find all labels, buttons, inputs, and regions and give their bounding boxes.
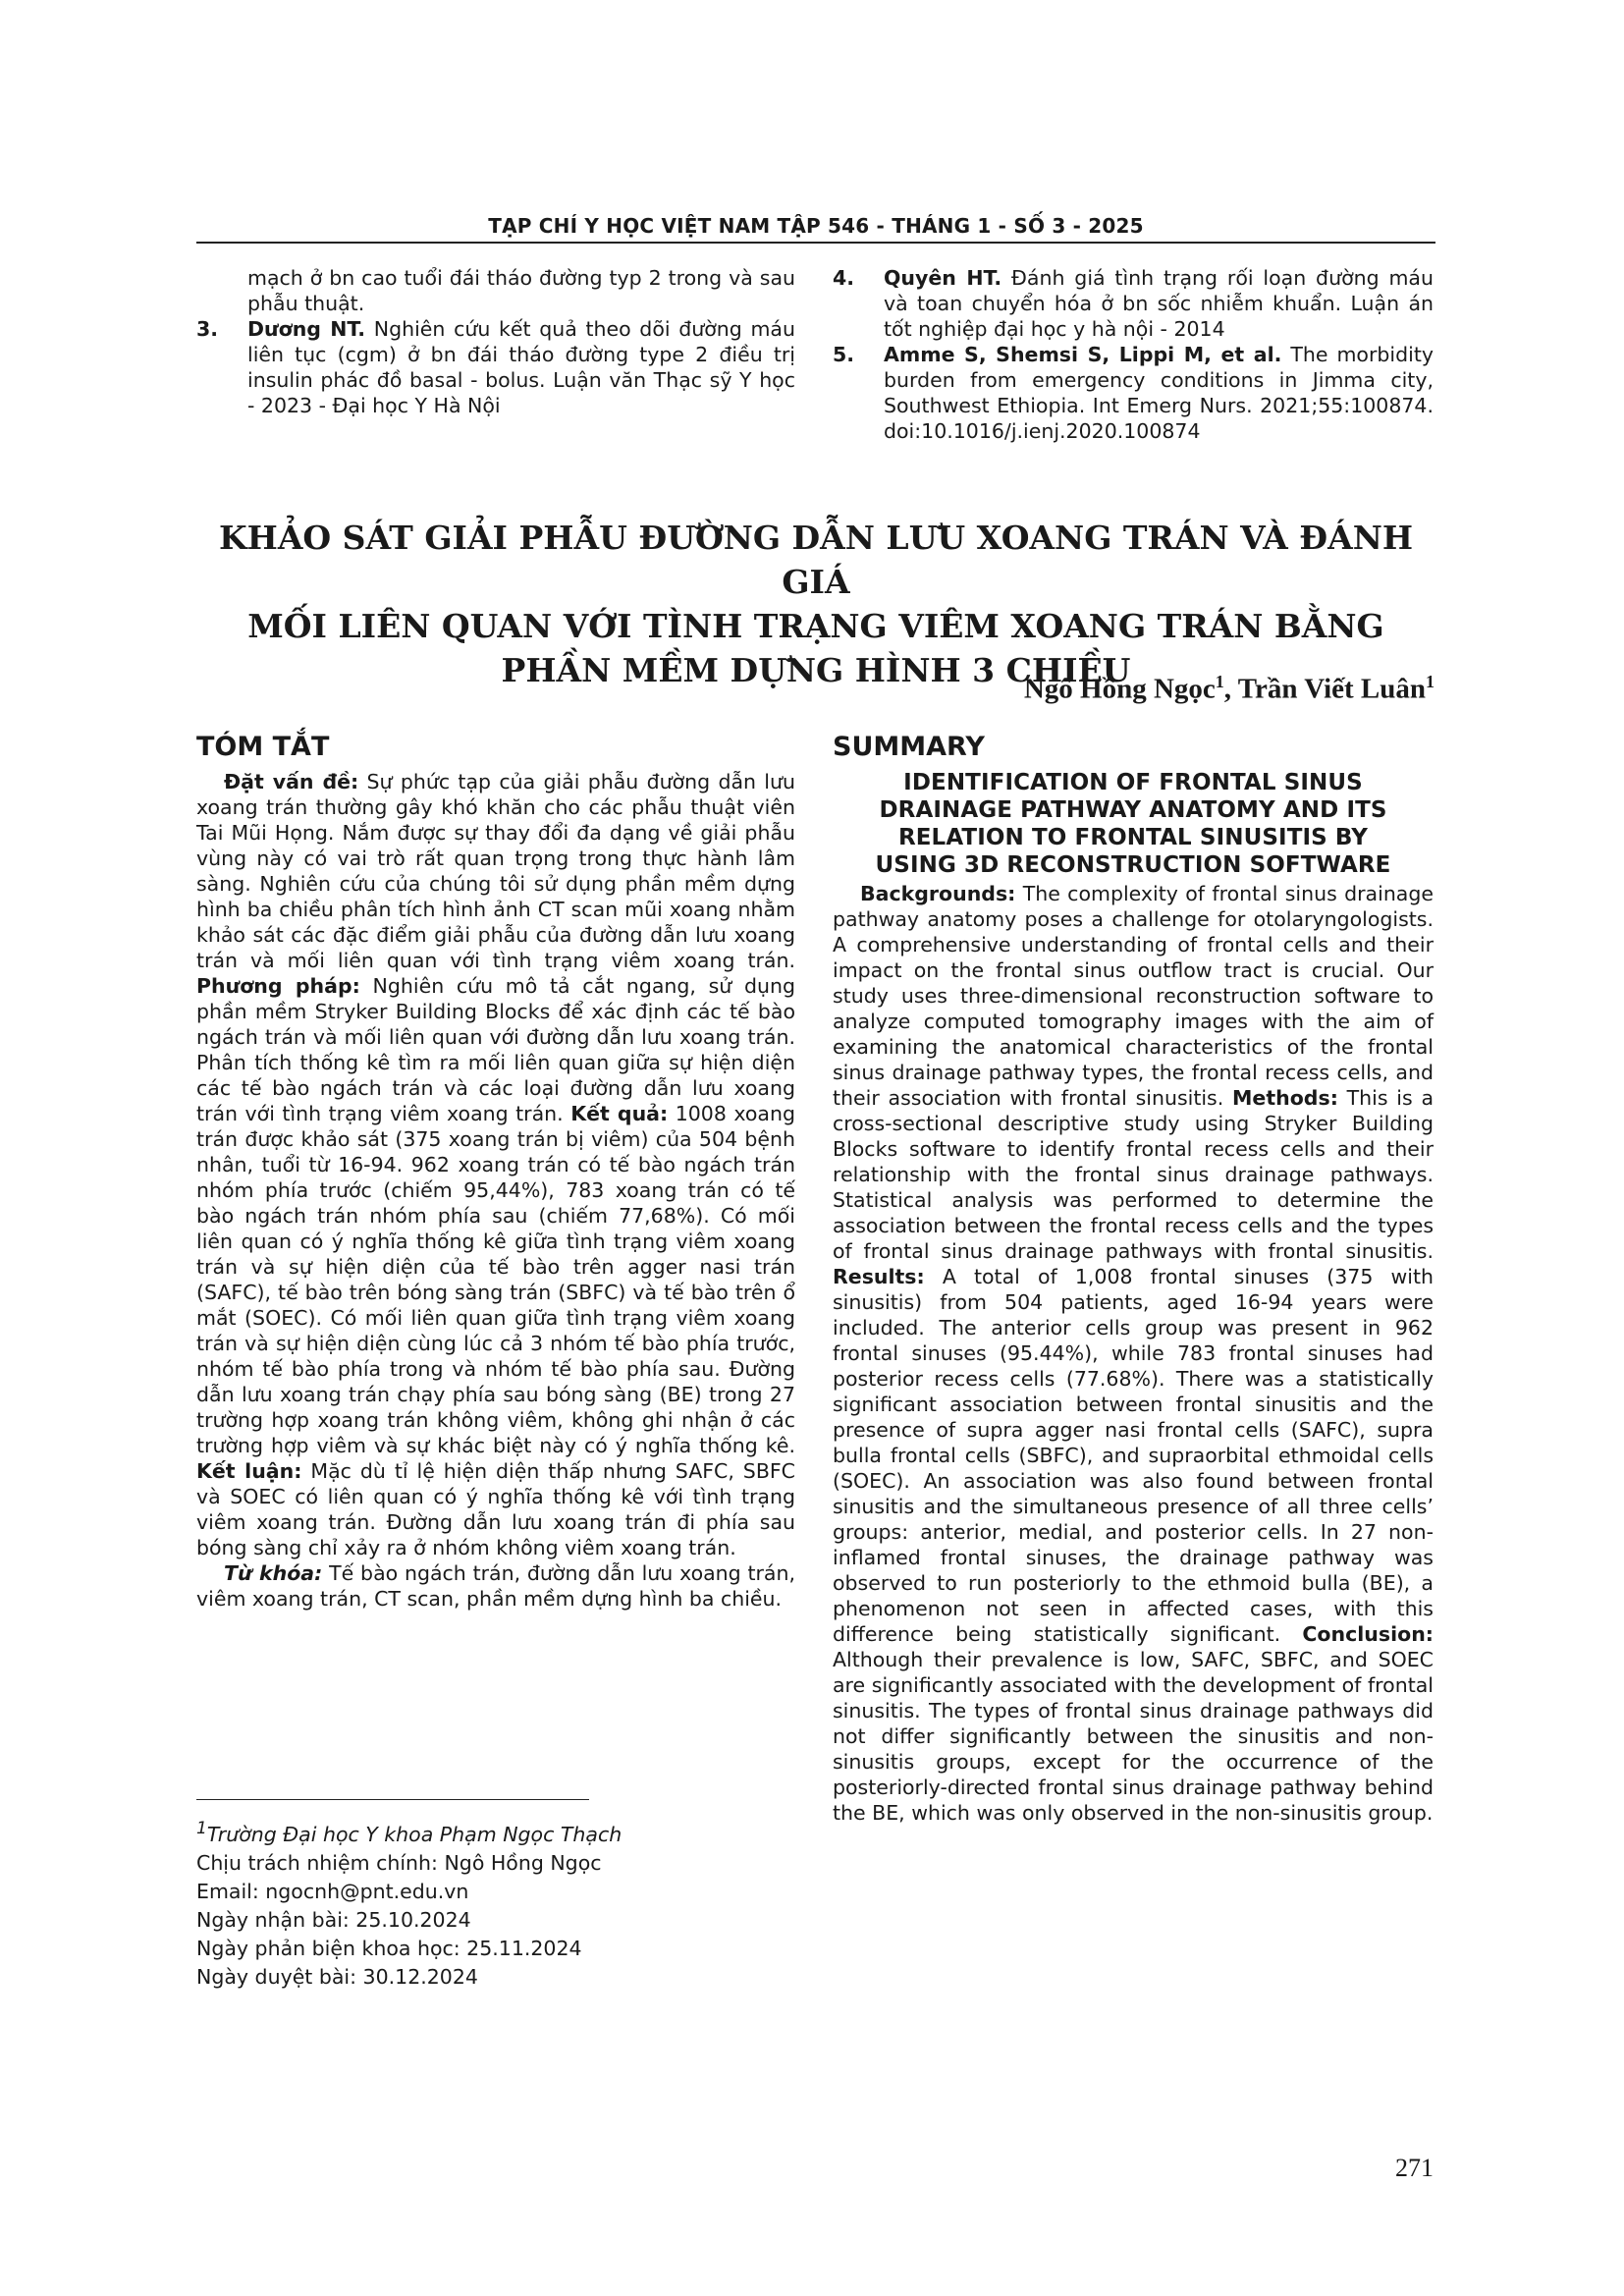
footnote-rule (196, 1799, 589, 1800)
label-conclusion: Kết luận: (196, 1459, 302, 1483)
title-line: PHẦN MỀM DỰNG HÌNH 3 CHIỀU (501, 651, 1131, 689)
affiliation-marker: 1 (1215, 672, 1224, 691)
review-date: Ngày phản biện khoa học: 25.11.2024 (196, 1936, 582, 1960)
abstract-text: Sự phức tạp của giải phẫu đường dẫn lưu xoang trán thường gây khó khăn cho các phẫu thuật viên Tai Mũi Họng. Nắm được sự thay đổi đa dạng về giải phẫu vùng này có vai trò rất quan trọng trong thực hành lâm sàng. Nghiên cứu của chúng tôi sử dụng phần mềm dựng hình ba chiều phân tích hình ảnh CT scan mũi xoang nhằm khảo sát các đặc điểm giải phẫu của đường dẫn lưu xoang trán và mối liên quan với tình trạng viêm xoang trán. (196, 770, 795, 972)
reference-item (196, 265, 795, 316)
summary-text: A total of 1,008 frontal sinuses (375 with sinusitis) from 504 patients, aged 16-94 years were included. The anterior cells group was present in 962 frontal sinuses (95.44%), while 783 frontal sinuses had posterior recess cells (77.68%). There was a statistically significant association between frontal sinusitis and the presence of supra agger nasi frontal cells (SAFC), supra bulla frontal cells (SBFC), and supraorbital ethmoidal cells (SOEC). An association was also found between frontal sinusitis and the simultaneous presence of all three cells’ groups: anterior, medial, and posterior cells. In 27 non-inflamed frontal sinuses, the drainage pathway was observed to run posteriorly to the ethmoid bulla (BE), a phenomenon not seen in affected cases, with this difference being statistically significant. (833, 1265, 1434, 1646)
corresponding-author: Chịu trách nhiệm chính: Ngô Hồng Ngọc (196, 1850, 602, 1875)
english-title (833, 769, 1434, 879)
label-results: Results: (833, 1265, 925, 1288)
reference-number: 5. (833, 343, 855, 366)
footnotes (196, 1815, 795, 1992)
header-rule (196, 242, 1435, 244)
affiliation-marker: 1 (1426, 672, 1435, 691)
reference-item (196, 316, 795, 418)
author-separator: , (1223, 673, 1238, 705)
label-results: Kết quả: (570, 1102, 669, 1125)
section-heading: TÓM TẮT (196, 732, 330, 762)
label-methods: Phương pháp: (196, 974, 360, 998)
label-keywords: Từ khóa: (224, 1561, 323, 1585)
vietnamese-abstract (196, 732, 795, 1612)
english-title-line: DRAINAGE PATHWAY ANATOMY AND ITS (879, 797, 1387, 823)
title-line: KHẢO SÁT GIẢI PHẪU ĐƯỜNG DẪN LƯU XOANG TRÁN VÀ ĐÁNH GIÁ (218, 519, 1414, 601)
reference-author: Dương NT. (247, 317, 366, 341)
reference-text: The morbidity burden from emergency conditions in Jimma city, Southwest Ethiopia. Int Emerg Nurs. 2021;55:100874. doi:10.1016/j.ienj.2020.100874 (884, 343, 1434, 443)
section-heading: SUMMARY (833, 732, 985, 762)
reference-item (833, 265, 1434, 342)
affiliation-note (196, 1815, 795, 1849)
article-title (196, 516, 1435, 692)
author-name: Trần Viết Luân (1237, 673, 1426, 705)
keywords (196, 1560, 795, 1612)
label-background: Đặt vấn đề: (224, 770, 359, 793)
summary-text: Although their prevalence is low, SAFC, SBFC, and SOEC are significantly associated with the development of frontal sinusitis. The types of frontal sinus drainage pathways did not differ significantly between the sinusitis and non-sinusitis groups, except for the occurrence of the posteriorly-directed frontal sinus drainage pathway behind the BE, which was only observed in the non-sinusitis group. (833, 1648, 1434, 1825)
author-name: Ngô Hồng Ngọc (1023, 673, 1216, 705)
english-title-line: RELATION TO FRONTAL SINUSITIS BY (897, 825, 1369, 850)
title-line: MỐI LIÊN QUAN VỚI TÌNH TRẠNG VIÊM XOANG TRÁN BẰNG (247, 607, 1384, 645)
reference-number: 3. (196, 317, 219, 341)
label-methods: Methods: (1232, 1086, 1338, 1110)
label-backgrounds: Backgrounds: (860, 882, 1016, 905)
summary-text: The complexity of frontal sinus drainage pathway anatomy poses a challenge for otolaryngologists. A comprehensive understanding of frontal cells and their impact on the frontal sinus outflow tract is crucial. Our study uses three-dimensional reconstruction software to analyze computed tomography images with the aim of examining the anatomical characteristics of the frontal sinus drainage pathway types, the frontal recess cells, and their association with frontal sinusitis. (833, 882, 1434, 1110)
abstract-text: 1008 xoang trán được khảo sát (375 xoang trán bị viêm) của 504 bệnh nhân, tuổi từ 16-94. 962 xoang trán có tế bào ngách trán nhóm phía trước (chiếm 95,44%), 783 xoang trán có tế bào ngách trán nhóm phía sau (chiếm 77,68%). Có mối liên quan có ý nghĩa thống kê giữa tình trạng viêm xoang trán và sự hiện diện của tế bào trên agger nasi trán (SAFC), tế bào trên bóng sàng trán (SBFC) và tế bào trên ổ mắt (SOEC). Có mối liên quan giữa tình trạng viêm xoang trán và sự hiện diện cùng lúc cả 3 nhóm tế bào phía trước, nhóm tế bào phía trong và nhóm tế bào phía sau. Đường dẫn lưu xoang trán chạy phía sau bóng sàng (BE) trong 27 trường hợp xoang trán không viêm, không ghi nhận ở các trường hợp viêm và sự khác biệt này có ý nghĩa thống kê. (196, 1102, 795, 1457)
accepted-date: Ngày duyệt bài: 30.12.2024 (196, 1964, 478, 1989)
abstract-body (196, 769, 795, 1560)
reference-author: Quyên HT. (884, 266, 1002, 290)
english-title-line: USING 3D RECONSTRUCTION SOFTWARE (875, 852, 1391, 878)
reference-item (833, 342, 1434, 444)
abstract-text: Nghiên cứu mô tả cắt ngang, sử dụng phần mềm Stryker Building Blocks để xác định các tế bào ngách trán và mối liên quan với đường dẫn lưu xoang trán. Phân tích thống kê tìm ra mối liên quan giữa sự hiện diện các tế bào ngách trán và các loại đường dẫn lưu xoang trán với tình trạng viêm xoang trán. (196, 974, 795, 1125)
abstract-text: Mặc dù tỉ lệ hiện diện thấp nhưng SAFC, SBFC và SOEC có liên quan có ý nghĩa thống kê với tình trạng viêm xoang trán. Đường dẫn lưu xoang trán đi phía sau bóng sàng chỉ xảy ra ở nhóm không viêm xoang trán. (196, 1459, 795, 1559)
english-summary (833, 732, 1434, 1826)
reference-text: Đánh giá tình trạng rối loạn đường máu và toan chuyển hóa ở bn sốc nhiễm khuẩn. Luận án tốt nghiệp đại học y hà nội - 2014 (884, 266, 1434, 341)
email: Email: ngocnh@pnt.edu.vn (196, 1879, 469, 1903)
affiliation-text: Trường Đại học Y khoa Phạm Ngọc Thạch (206, 1822, 623, 1846)
summary-text: This is a cross-sectional descriptive study using Stryker Building Blocks software to identify frontal recess cells and their relationship with the frontal sinus drainage pathways. Statistical analysis was performed to determine the association between the frontal recess cells and the types of frontal sinus drainage pathways with frontal sinusitis. (833, 1086, 1435, 1263)
received-date: Ngày nhận bài: 25.10.2024 (196, 1907, 471, 1932)
reference-author: Amme S, Shemsi S, Lippi M, et al. (884, 343, 1282, 366)
summary-body (833, 881, 1434, 1826)
running-head: TẠP CHÍ Y HỌC VIỆT NAM TẬP 546 - THÁNG 1 - SỐ 3 - 2025 (488, 214, 1144, 238)
keywords-text: Tế bào ngách trán, đường dẫn lưu xoang trán, viêm xoang trán, CT scan, phần mềm dựng hình ba chiều. (196, 1561, 796, 1611)
page-number: 271 (1395, 2154, 1434, 2182)
author-list (1024, 672, 1435, 706)
reference-text: mạch ở bn cao tuổi đái tháo đường typ 2 trong và sau phẫu thuật. (247, 266, 795, 315)
references-right (833, 265, 1434, 444)
label-conclusion: Conclusion: (1302, 1622, 1434, 1646)
reference-text: Nghiên cứu kết quả theo dõi đường máu liên tục (cgm) ở bn đái tháo đường type 2 điều trị insulin phác đồ basal - bolus. Luận văn Thạc sỹ Y học - 2023 - Đại học Y Hà Nội (247, 317, 795, 417)
reference-number: 4. (833, 266, 855, 290)
affiliation-marker: 1 (196, 1819, 207, 1838)
references-left (196, 265, 795, 418)
english-title-line: IDENTIFICATION OF FRONTAL SINUS (903, 770, 1363, 795)
